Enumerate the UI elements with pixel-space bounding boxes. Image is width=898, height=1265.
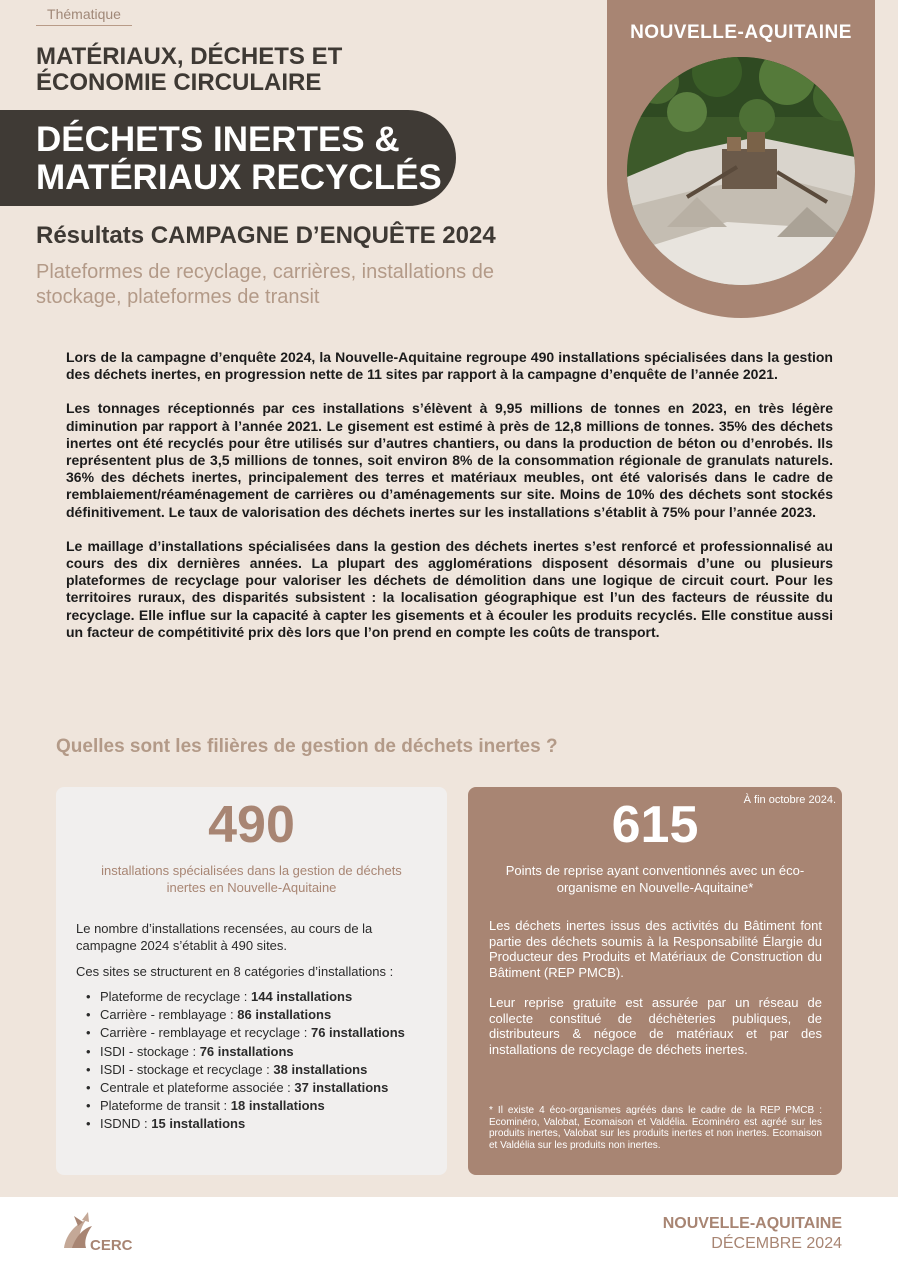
category-label: Carrière - remblayage et recyclage :	[100, 1025, 311, 1041]
subtitle: Plateformes de recyclage, carrières, installations de stockage, plateformes de transit	[36, 261, 494, 308]
intro-paragraph: Le maillage d’installations spécialisées dans la gestion des déchets inertes s’est renforcé et professionnalisé au cours des dix dernières années. La plupart des agglomérations disposent désormais d’une ou plusieurs plateformes de recyclage pour valoriser les déchets de démolition dans une logique de circuit court. Pour les territoires ruraux, des disparités subsistent : la localisation géographique est l’un des facteurs de réussite du recyclage. Elle influe sur la capacité à capter les gisements et à écouler les produits recyclés. Elle constitue aussi un facteur de compétitivité prix dès lors que l’on prend en compte les coûts de transport.	[66, 537, 833, 640]
list-item	[76, 1115, 436, 1133]
cerc-logo	[58, 1208, 138, 1258]
collection-points-text: Leur reprise gratuite est assurée par un réseau de collecte constitué de déchèteries publiques, de distributeurs & négoce de matériaux et par des installations de recyclage de déchets inertes.	[489, 995, 822, 1057]
page-title-line1: DÉCHETS INERTES &	[36, 120, 400, 159]
category-list	[76, 988, 436, 1134]
date-note: À fin octobre 2024.	[743, 794, 836, 806]
list-item	[76, 1097, 436, 1115]
collection-points-description	[489, 918, 822, 1072]
category-value: 37 installations	[294, 1080, 389, 1096]
quarry-photo	[627, 57, 855, 285]
list-item	[76, 1006, 436, 1024]
list-item	[76, 988, 436, 1006]
footer-region: NOUVELLE-AQUITAINE	[662, 1215, 842, 1232]
section-question: Quelles sont les filières de gestion de déchets inertes ?	[56, 736, 558, 757]
category-value: 76 installations	[310, 1025, 405, 1041]
page-title	[36, 121, 456, 197]
intro-paragraph: Lors de la campagne d’enquête 2024, la Nouvelle-Aquitaine regroupe 490 installations spécialisées dans la gestion des déchets inertes, en progression nette de 11 sites par rapport à la campagne d’enquête de l’année 2021.	[66, 349, 833, 383]
category-label: ISDI - stockage et recyclage :	[100, 1061, 274, 1077]
installations-text: Ces sites se structurent en 8 catégories d’installations :	[76, 964, 394, 979]
theme-tag: Thématique	[36, 6, 132, 26]
category-value: 86 installations	[237, 1007, 332, 1023]
installations-text: Le nombre d’installations recensées, au cours de la campagne 2024 s’établit à 490 sites.	[76, 921, 373, 953]
installations-description	[76, 920, 421, 989]
category-value: 15 installations	[151, 1116, 246, 1132]
results-heading: Résultats CAMPAGNE D’ENQUÊTE 2024	[36, 222, 496, 249]
page-title-line2: MATÉRIAUX RECYCLÉS	[36, 158, 442, 197]
list-item	[76, 1079, 436, 1097]
footnote: * Il existe 4 éco-organismes agréés dans le cadre de la REP PMCB : Ecominéro, Valobat, Ecomaison et Valdélia. Ecominéro est agréé sur les produits inertes, Valobat sur les produits inertes et non inertes. Ecomaison et Valdélia sur les produits non inertes.	[489, 1105, 822, 1151]
footer-date: DÉCEMBRE 2024	[711, 1235, 842, 1252]
installations-count: 490	[208, 796, 295, 854]
logo-text: CERC	[90, 1237, 133, 1254]
category-label: Carrière - remblayage :	[100, 1007, 238, 1023]
category-value: 144 installations	[251, 989, 353, 1004]
category-value: 38 installations	[273, 1061, 368, 1077]
intro-paragraph: Les tonnages réceptionnés par ces installations s’élèvent à 9,95 millions de tonnes en 2023, en très légère diminution par rapport à l’année 2021. Le gisement est estimé à près de 12,8 millions de tonnes. 35% des déchets inertes ont été recyclés pour être utilisés sur d’autres chantiers, ou dans la production de béton ou d’enrobés. Ils représentent plus de 3,5 millions de tonnes, soit environ 8% de la consommation régionale de granulats naturels. 36% des déchets inertes, principalement des terres et matériaux meubles, ont été valorisés dans le cadre de remblaiement/réaménagement de carrières ou d’aménagements sur site. Moins de 10% des déchets sont stockés définitivement. Le taux de valorisation des déchets inertes sur les installations s’établit à 75% pour l’année 2023.	[66, 400, 833, 520]
category-value: 76 installations	[199, 1043, 294, 1059]
category-label: Plateforme de transit :	[100, 1098, 231, 1114]
list-item	[76, 1043, 436, 1061]
category-value: 18 installations	[230, 1098, 325, 1114]
category-label: Plateforme de recyclage :	[100, 989, 252, 1004]
collection-points-caption: Points de reprise ayant conventionnés avec un éco-organisme en Nouvelle-Aquitaine*	[505, 863, 805, 895]
category-heading: MATÉRIAUX, DÉCHETS ET ÉCONOMIE CIRCULAIRE	[36, 43, 343, 96]
intro-text	[66, 349, 833, 658]
collection-points-count: 615	[611, 796, 699, 854]
list-item	[76, 1061, 436, 1079]
category-label: Centrale et plateforme associée :	[100, 1080, 295, 1096]
collection-points-text: Les déchets inertes issus des activités du Bâtiment font partie des déchets soumis à la Responsabilité Élargie du Producteur des Produits et Matériaux de Construction du Bâtiment (REP PMCB).	[489, 918, 822, 980]
list-item	[76, 1024, 436, 1042]
category-label: ISDND :	[100, 1116, 152, 1132]
region-label: NOUVELLE-AQUITAINE	[630, 22, 852, 43]
category-label: ISDI - stockage :	[100, 1043, 200, 1059]
installations-caption: installations spécialisées dans la gestion de déchets inertes en Nouvelle-Aquitaine	[101, 863, 402, 895]
